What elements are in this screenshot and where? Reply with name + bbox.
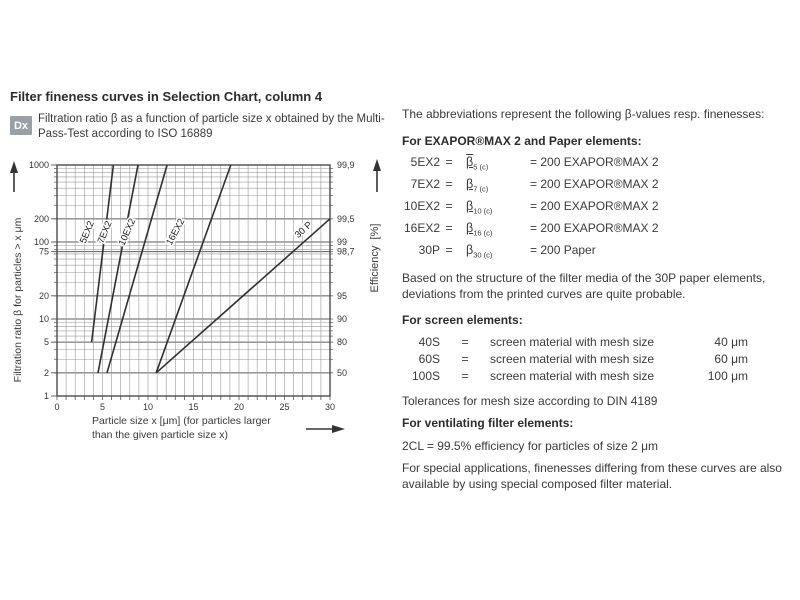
x-tick-label: 10 <box>142 402 154 412</box>
y2-tick-label: 95 <box>337 290 348 301</box>
curve-label: 7EX2 <box>95 219 115 246</box>
element-code: 30P <box>418 242 440 257</box>
y2-tick-label: 80 <box>337 337 348 348</box>
beta-symbol: $\beta_{16 (c)}$ <box>466 220 493 238</box>
mesh-size: 40 μm <box>714 334 748 349</box>
beta-symbol: $\beta_{5 (c)}$ <box>466 155 489 172</box>
right-column <box>402 107 794 503</box>
page-title: Filter fineness curves in Selection Chart, column 4 <box>10 89 323 104</box>
equals-sign: = <box>461 351 469 366</box>
exapor-heading: For EXAPOR®MAX 2 and Paper elements: <box>402 133 642 148</box>
equals-sign: = <box>461 334 469 349</box>
equals-sign: = <box>445 155 453 169</box>
y-tick-label: 1000 <box>28 160 49 170</box>
y-tick-label: 1 <box>43 391 49 401</box>
element-code: 5EX2 <box>410 155 440 169</box>
y-tick-label: 5 <box>43 337 49 348</box>
intro-text: Filtration ratio β as a function of particle size x obtained by the Multi-Pass-Test according to ISO 16889 <box>38 113 385 140</box>
beta-symbol: $\beta_{10 (c)}$ <box>466 198 493 216</box>
axis-annotations <box>10 159 381 441</box>
fineness-chart <box>0 140 400 470</box>
y-tick-label: 2 <box>43 367 49 378</box>
mesh-size: 100 μm <box>707 368 748 383</box>
ventilating-note: 2CL = 99.5% efficiency for particles of size 2 μm <box>402 438 659 453</box>
element-code: 7EX2 <box>410 176 440 191</box>
y2-tick-label: 98,7 <box>337 246 355 257</box>
curve-label: 10EX2 <box>116 216 139 248</box>
screen-desc: screen material with mesh size <box>490 368 655 383</box>
beta-symbol: $\beta_{30 (c)}$ <box>466 242 493 259</box>
x-axis-title-line2: than the given particle size x) <box>92 429 228 441</box>
x-tick-label: 0 <box>54 402 60 412</box>
curve-label: 16EX2 <box>164 216 188 248</box>
y2-tick-label: 50 <box>337 367 348 378</box>
right-arrow-icon <box>332 425 345 433</box>
x-tick-label: 25 <box>279 402 290 412</box>
y2-tick-label: 99,5 <box>337 213 355 224</box>
element-code: 16EX2 <box>403 220 440 235</box>
screen-desc: screen material with mesh size <box>490 334 655 349</box>
ventilating-heading: For ventilating filter elements: <box>402 416 574 431</box>
paper-note: Based on the structure of the filter media of the 30P paper elements, deviations from the printed curves are quite probable. <box>402 271 766 301</box>
y-tick-label: 75 <box>38 246 49 257</box>
curve-10EX2 <box>107 165 167 373</box>
beta-value: = 200 EXAPOR®MAX 2 <box>530 198 659 213</box>
y2-tick-label: 99,9 <box>337 160 355 170</box>
y2-tick-label: 99 <box>337 237 348 247</box>
screen-table <box>402 334 748 385</box>
up-arrow-left-icon <box>10 161 18 173</box>
y-tick-label: 20 <box>38 290 49 301</box>
dx-badge: Dx <box>10 116 32 135</box>
x-tick-label: 5 <box>99 402 106 412</box>
mesh-tolerance-note: Tolerances for mesh size according to DIN 4189 <box>402 393 658 408</box>
beta-value: = 200 EXAPOR®MAX 2 <box>530 176 659 191</box>
x-tick-label: 20 <box>233 402 245 412</box>
y2-axis-title: Efficiency [%] <box>369 223 381 293</box>
beta-value: = 200 Paper <box>530 242 596 257</box>
x-axis-title-line1: Particle size x [μm] (for particles larger <box>92 415 271 427</box>
mesh-size: 60 μm <box>714 351 748 366</box>
special-applications-note: For special applications, finenesses differing from these curves are also available by using special composed filter material. <box>402 461 782 491</box>
x-tick-label: 30 <box>324 402 336 412</box>
element-code: 10EX2 <box>403 198 440 213</box>
element-code: 100S <box>411 368 440 383</box>
beta-symbol: $\beta_{7 (c)}$ <box>466 176 489 194</box>
equals-sign: = <box>445 198 453 213</box>
curve-label: 5EX2 <box>78 219 97 246</box>
curve-7EX2 <box>95 165 138 373</box>
beta-value: = 200 EXAPOR®MAX 2 <box>530 220 659 235</box>
equals-sign: = <box>461 368 469 383</box>
screen-heading: For screen elements: <box>402 313 523 328</box>
screen-desc: screen material with mesh size <box>490 351 655 366</box>
y-tick-label: 200 <box>33 213 49 224</box>
x-tick-label: 15 <box>188 402 199 412</box>
up-arrow-right-icon <box>373 159 381 171</box>
y-axis-title: Filtration ratio β for particles > x μm <box>12 217 24 383</box>
y-tick-label: 10 <box>38 314 49 324</box>
beta-value: = 200 EXAPOR®MAX 2 <box>530 155 659 169</box>
y-tick-label: 100 <box>33 237 49 247</box>
equals-sign: = <box>445 242 453 257</box>
element-code: 60S <box>418 351 440 366</box>
element-code: 40S <box>418 334 440 349</box>
equals-sign: = <box>445 176 453 191</box>
curve-label: 30 P <box>292 219 315 241</box>
beta-table <box>402 154 794 263</box>
equals-sign: = <box>445 220 453 235</box>
abbreviations-intro: The abbreviations represent the following β-values resp. finenesses: <box>402 107 765 121</box>
y2-tick-label: 90 <box>337 314 348 324</box>
